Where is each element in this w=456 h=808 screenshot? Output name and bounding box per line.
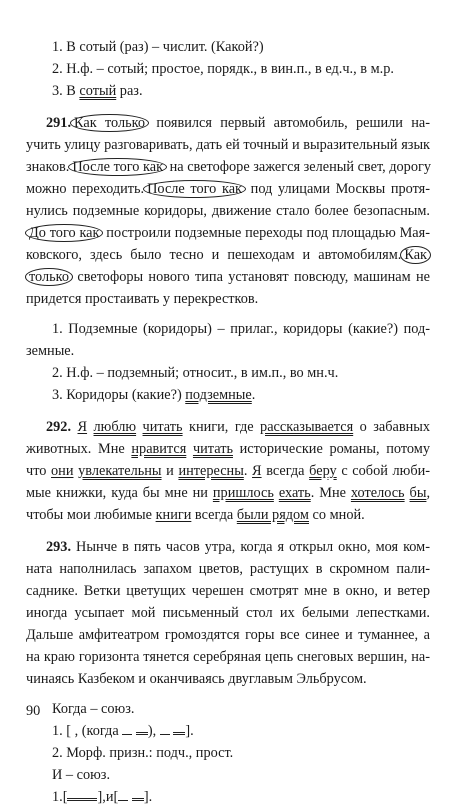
subject-word: они — [51, 463, 74, 479]
exercise-291-analysis: 1. Подземные (коридоры) – прилаг., коридоры (какие?) под- земные. 2. Н.ф. – подземный; относит., в им.п., во мн.ч. 3. Коридоры (какие?) подземные. — [26, 321, 430, 403]
sentence-scheme: 1. [ , (когда ), ]. — [26, 720, 430, 742]
page-number: 90 — [26, 703, 41, 719]
predicate-blank — [136, 720, 148, 735]
predicate-word: пришлось — [212, 485, 274, 501]
predicate-word: читать — [192, 441, 233, 457]
predicate-word: были рядом — [236, 507, 309, 523]
predicate-blank — [67, 786, 97, 801]
exercise-292: 292. Я люблю читать книги, где рассказывается о забавных животных. Мне нравится читать исторические романы, потому что они увлекательны и интересны. Я всегда беру с собой люби- мые книжки, куда бы мне ни пришлось ехать. Мне хотелось бы, чтобы мои любимые книги всегда были рядом со мной. — [26, 419, 431, 523]
predicate-word: нравится — [131, 441, 187, 457]
sentence-scheme: 1.[ ],и[ ]. — [26, 786, 430, 808]
circled-conjunction: После того как — [143, 180, 246, 198]
predicate-word: увлекательны — [78, 463, 162, 479]
top-list — [26, 36, 430, 102]
circled-conjunction: Как только — [70, 114, 149, 132]
exercise-number: 291. — [46, 115, 72, 131]
exercise-number: 292. — [46, 419, 72, 435]
subject-blank — [118, 788, 128, 801]
predicate-word: хотелось — [350, 485, 405, 501]
circled-conjunction: только — [25, 268, 73, 286]
predicate-blank — [173, 720, 185, 735]
exercise-293-analysis: Когда – союз. 1. [ , (когда ), ]. 2. Морф. призн.: подч., прост. И – союз. 1.[ ],и[ ]. — [26, 698, 430, 808]
predicate-word: беру — [309, 463, 337, 479]
predicate-word: рассказывается — [260, 419, 354, 435]
textbook-page — [26, 36, 430, 808]
list-item: 2. Н.ф. – сотый; простое, порядк., в вин.п., в ед.ч., в м.р. — [52, 61, 394, 77]
circled-conjunction: Как — [400, 246, 431, 264]
circled-conjunction: До того как — [25, 224, 103, 242]
predicate-blank — [132, 786, 144, 801]
predicate-word: ехать — [278, 485, 311, 501]
circled-conjunction: После того как — [68, 158, 167, 176]
underlined-word: сотый — [79, 83, 117, 99]
subject-blank — [160, 722, 170, 735]
exercise-number: 293. — [46, 539, 72, 555]
list-item: 3. В сотый раз. — [52, 83, 143, 99]
subject-blank — [122, 722, 132, 735]
subject-word: Я — [77, 419, 88, 435]
list-item: 1. В сотый (раз) – числит. (Какой?) — [52, 39, 264, 55]
predicate-word: читать — [142, 419, 183, 435]
exercise-291: 291. Как только появился первый автомобиль, решили на- учить улицу разговаривать, дать ей точный и выразительный язык знаков. После того как на светофоре зажегся зеленый свет, дорогу можно переходить. После того как под улицами Москвы протя- нулись подземные коридоры, движение стало более безопасным. До того как построили подземные переходы под площадью Мая- ковского, здесь было тесно и пешеходам и автомобилям. Как только светофоры нового типа установят повсюду, машинам не придется простаивать у перекрестков. — [26, 115, 431, 307]
predicate-word: люблю — [93, 419, 137, 435]
predicate-word: интересны — [178, 463, 244, 479]
underlined-word: подземные — [185, 387, 252, 403]
subject-word: Я — [252, 463, 262, 479]
subject-word: книги — [155, 507, 192, 523]
predicate-word: бы — [409, 485, 427, 501]
exercise-293: 293. Нынче в пять часов утра, когда я открыл окно, моя ком- ната наполнилась запахом цветов, растущих в скромном пали- саднике. Ветки цветущих черешен смотрят мне в окно, и ветер иногда усыпает мой письменный стол их белыми лепестками. Дальше амфитеатром громоздятся горы все синее и туманнее, а на краю горизонта тянется серебряная цепь снеговых вершин, на- чинаясь Казбеком и оканчиваясь двуглавым Эльбрусом. — [26, 539, 430, 687]
